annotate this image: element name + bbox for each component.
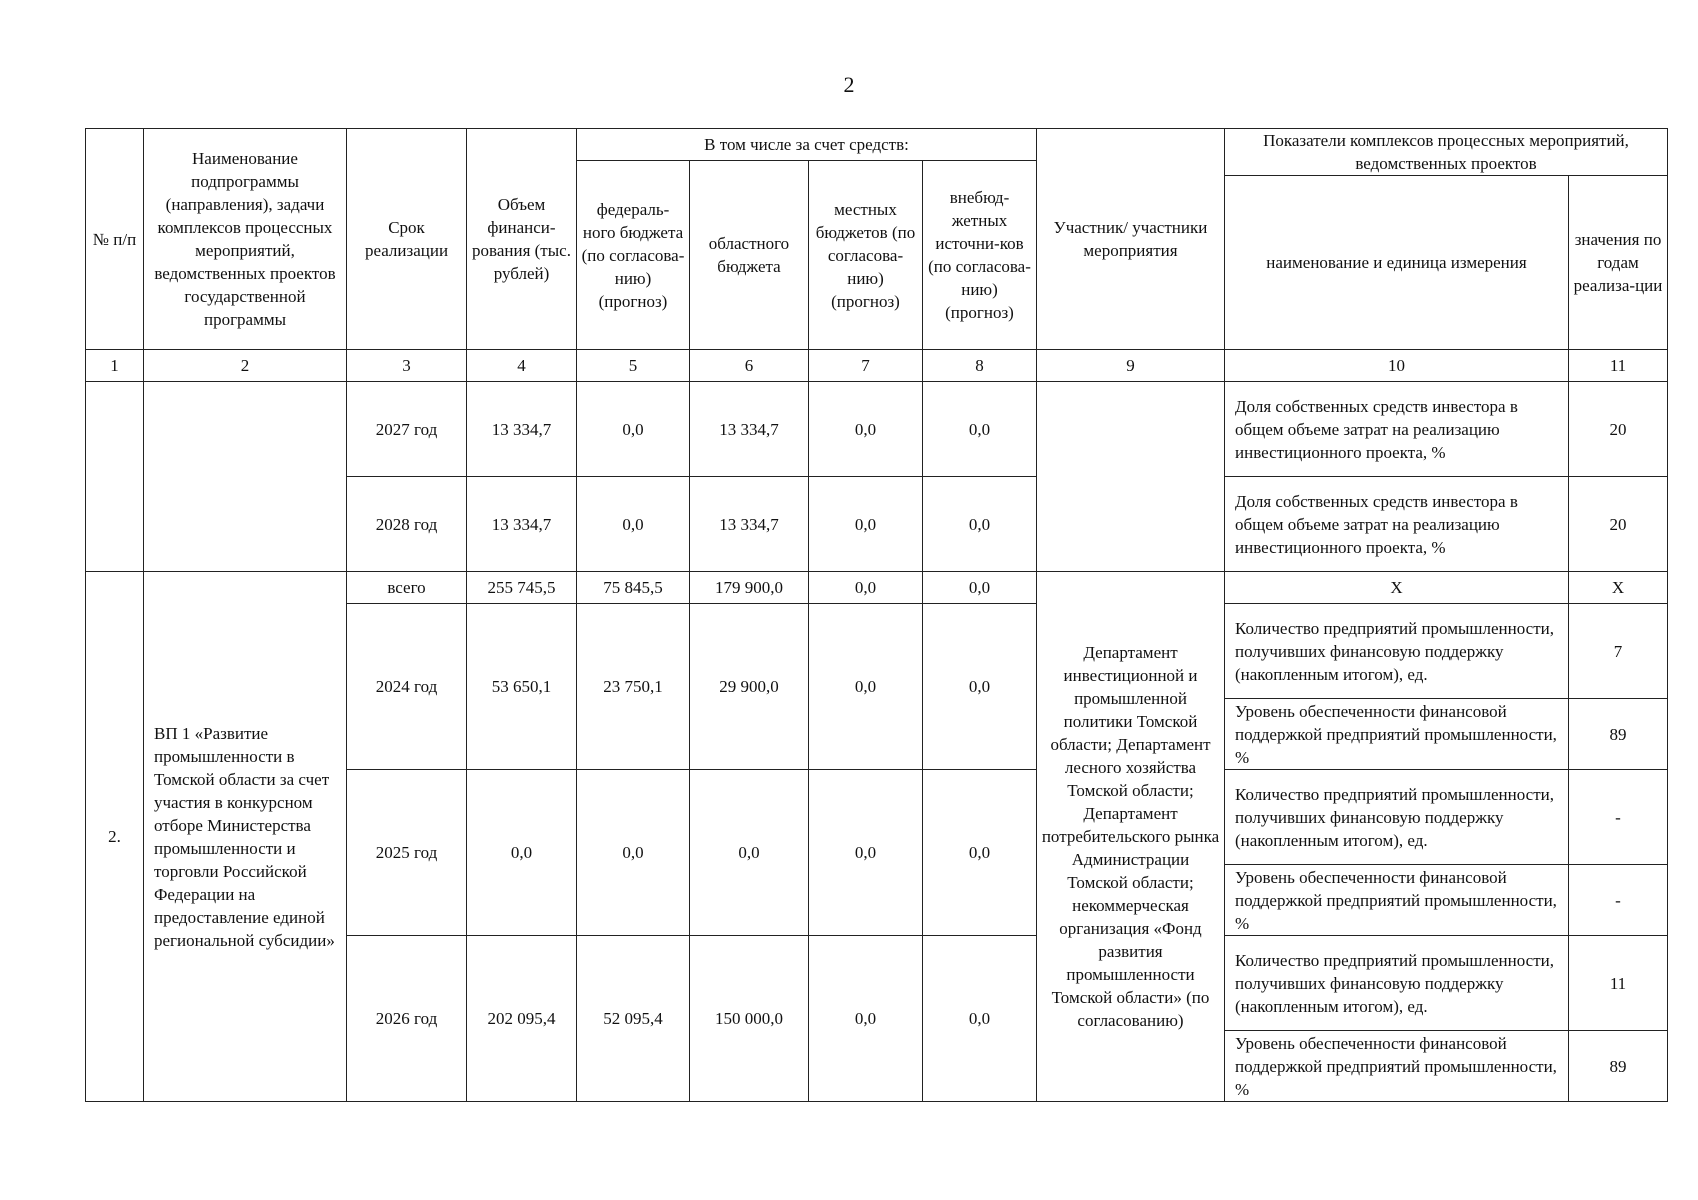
header-col-regional: областного бюджета	[690, 161, 809, 350]
column-number: 3	[347, 350, 467, 382]
federal-cell: 0,0	[577, 770, 690, 936]
column-number: 7	[809, 350, 923, 382]
column-number: 10	[1225, 350, 1569, 382]
indicator-name-cell: Доля собственных средств инвестора в общем объеме затрат на реализацию инвестиционного проекта, %	[1225, 477, 1569, 572]
year-cell: 2025 год	[347, 770, 467, 936]
header-col-volume: Объем финанси-рования (тыс. рублей)	[467, 129, 577, 350]
indicator-value-cell: -	[1569, 770, 1668, 865]
column-numbers-row	[86, 350, 1668, 382]
indicator-value-cell: -	[1569, 865, 1668, 936]
year-cell: 2027 год	[347, 382, 467, 477]
indicator-value-cell: 89	[1569, 699, 1668, 770]
regional-cell: 150 000,0	[690, 936, 809, 1102]
extra-cell: 0,0	[923, 770, 1037, 936]
indicator-name-cell: Количество предприятий промышленности, получивших финансовую поддержку (накопленным итогом), ед.	[1225, 770, 1569, 865]
regional-cell: 13 334,7	[690, 477, 809, 572]
total-cell: 0,0	[467, 770, 577, 936]
column-number: 9	[1037, 350, 1225, 382]
indicator-name-cell: Уровень обеспеченности финансовой поддержкой предприятий промышленности, %	[1225, 1031, 1569, 1102]
row-number-cell: 2.	[86, 572, 144, 1102]
table-row-total	[86, 572, 1668, 604]
header-col-extra: внебюд-жетных источни-ков (по согласова-нию) (прогноз)	[923, 161, 1037, 350]
column-number: 1	[86, 350, 144, 382]
regional-cell: 29 900,0	[690, 604, 809, 770]
row-number-cell	[86, 382, 144, 572]
federal-cell: 23 750,1	[577, 604, 690, 770]
year-cell: 2024 год	[347, 604, 467, 770]
local-cell: 0,0	[809, 770, 923, 936]
regional-cell: 0,0	[690, 770, 809, 936]
indicator-name-cell: Доля собственных средств инвестора в общем объеме затрат на реализацию инвестиционного проекта, %	[1225, 382, 1569, 477]
indicator-value-cell: 89	[1569, 1031, 1668, 1102]
header-group-funds: В том числе за счет средств:	[577, 129, 1037, 161]
row-name-cell	[144, 382, 347, 572]
federal-cell: 52 095,4	[577, 936, 690, 1102]
year-cell: всего	[347, 572, 467, 604]
column-number: 8	[923, 350, 1037, 382]
header-col-indicator-name: наименование и единица измерения	[1225, 176, 1569, 350]
federal-cell: 0,0	[577, 477, 690, 572]
total-cell: 13 334,7	[467, 382, 577, 477]
column-number: 4	[467, 350, 577, 382]
column-number: 6	[690, 350, 809, 382]
header-col-name: Наименование подпрограммы (направления), задачи комплексов процессных мероприятий, ведомственных проектов государственной программы	[144, 129, 347, 350]
header-col-number: № п/п	[86, 129, 144, 350]
local-cell: 0,0	[809, 936, 923, 1102]
indicator-value-cell: 20	[1569, 382, 1668, 477]
year-cell: 2028 год	[347, 477, 467, 572]
column-number: 5	[577, 350, 690, 382]
local-cell: 0,0	[809, 604, 923, 770]
extra-cell: 0,0	[923, 936, 1037, 1102]
page-number: 2	[843, 72, 855, 97]
total-cell: 255 745,5	[467, 572, 577, 604]
header-col-period: Срок реализации	[347, 129, 467, 350]
regional-cell: 179 900,0	[690, 572, 809, 604]
participants-cell	[1037, 382, 1225, 572]
indicator-name-cell: Уровень обеспеченности финансовой поддержкой предприятий промышленности, %	[1225, 699, 1569, 770]
local-cell: 0,0	[809, 572, 923, 604]
year-cell: 2026 год	[347, 936, 467, 1102]
extra-cell: 0,0	[923, 477, 1037, 572]
header-col-federal: федераль-ного бюджета (по согласова-нию) (прогноз)	[577, 161, 690, 350]
indicator-value-cell: 20	[1569, 477, 1668, 572]
total-cell: 53 650,1	[467, 604, 577, 770]
subprogram-name-cell: ВП 1 «Развитие промышленности в Томской области за счет участия в конкурсном отборе Министерства промышленности и торговли Российской Федерации на предоставление единой региональной субсидии»	[144, 572, 347, 1102]
regional-cell: 13 334,7	[690, 382, 809, 477]
header-col-participants: Участник/ участники мероприятия	[1037, 129, 1225, 350]
column-number: 11	[1569, 350, 1668, 382]
table-row	[86, 382, 1668, 477]
indicator-value-cell: 11	[1569, 936, 1668, 1031]
header-col-indicator-values: значения по годам реализа-ции	[1569, 176, 1668, 350]
indicator-name-cell: Уровень обеспеченности финансовой поддержкой предприятий промышленности, %	[1225, 865, 1569, 936]
total-cell: 202 095,4	[467, 936, 577, 1102]
indicator-name-cell: Количество предприятий промышленности, получивших финансовую поддержку (накопленным итогом), ед.	[1225, 936, 1569, 1031]
total-cell: 13 334,7	[467, 477, 577, 572]
header-col-local: местных бюджетов (по согласова-нию) (прогноз)	[809, 161, 923, 350]
header-row	[86, 129, 1668, 161]
financing-table	[85, 128, 1668, 1102]
extra-cell: 0,0	[923, 572, 1037, 604]
indicator-name-cell: Количество предприятий промышленности, получивших финансовую поддержку (накопленным итогом), ед.	[1225, 604, 1569, 699]
participants-cell: Департамент инвестиционной и промышленной политики Томской области; Департамент лесного хозяйства Томской области; Департамент потребительского рынка Администрации Томской области; некоммерческая организация «Фонд развития промышленности Томской области» (по согласованию)	[1037, 572, 1225, 1102]
extra-cell: 0,0	[923, 604, 1037, 770]
indicator-value-cell: 7	[1569, 604, 1668, 699]
federal-cell: 75 845,5	[577, 572, 690, 604]
column-number: 2	[144, 350, 347, 382]
indicator-name-cell: X	[1225, 572, 1569, 604]
local-cell: 0,0	[809, 382, 923, 477]
federal-cell: 0,0	[577, 382, 690, 477]
extra-cell: 0,0	[923, 382, 1037, 477]
indicator-value-cell: X	[1569, 572, 1668, 604]
header-group-indicators: Показатели комплексов процессных мероприятий, ведомственных проектов	[1225, 129, 1668, 176]
local-cell: 0,0	[809, 477, 923, 572]
